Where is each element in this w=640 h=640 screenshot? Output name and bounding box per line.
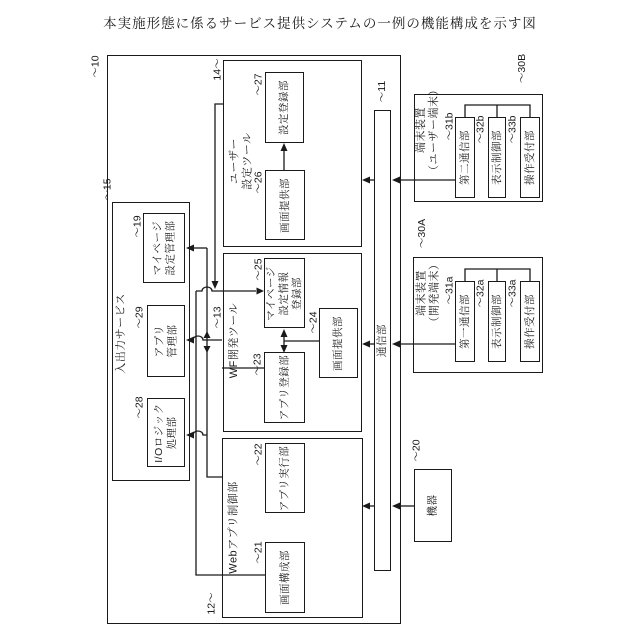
second-comm-label: 第二通信部 bbox=[458, 130, 471, 185]
device-box bbox=[414, 469, 452, 542]
setting-reg-label: 設定登録部 bbox=[278, 80, 290, 135]
app-exec-label: アプリ実行部 bbox=[278, 445, 291, 511]
operation-accept-box-a bbox=[520, 281, 540, 362]
display-ctrl-box-b bbox=[488, 117, 506, 198]
app-mgr-box bbox=[147, 305, 185, 377]
app-exec-box bbox=[265, 443, 305, 513]
mypage-info-reg-box bbox=[264, 258, 305, 328]
display-ctrl-a-label: 表示制御部 bbox=[490, 294, 503, 349]
first-comm-box bbox=[455, 281, 475, 362]
second-comm-box bbox=[455, 117, 475, 198]
mypage-info-reg-label: マイページ 設定情報 登録部 bbox=[265, 265, 303, 321]
screen-conf-box bbox=[265, 542, 305, 613]
screen-provider-24-label: 画面提供部 bbox=[332, 315, 344, 371]
wf-tool-title: WF開発ツール bbox=[228, 302, 241, 378]
screen-conf-label: 画面構成部 bbox=[278, 550, 291, 605]
user-terminal-title: 端末装置 （ユーザー端末） bbox=[415, 84, 440, 176]
operation-accept-a-label: 操作受付部 bbox=[523, 294, 536, 349]
mypage-setting-mgr-label: マイページ 設定管理部 bbox=[151, 220, 176, 276]
operation-accept-b-label: 操作受付部 bbox=[523, 130, 536, 185]
app-reg-label: アプリ登録部 bbox=[278, 354, 290, 421]
display-ctrl-box-a bbox=[488, 281, 506, 362]
io-service-title: 入出力サービス bbox=[114, 292, 127, 374]
dev-terminal-title: 端末装置 （開発端末） bbox=[415, 258, 440, 328]
first-comm-label: 第一通信部 bbox=[458, 294, 471, 349]
setting-reg-box bbox=[265, 72, 304, 143]
display-ctrl-b-label: 表示制御部 bbox=[490, 130, 503, 185]
figure-title: 本実施形態に係るサービス提供システムの一例の機能構成を示す図 bbox=[103, 16, 537, 31]
device-label: 機器 bbox=[426, 494, 439, 517]
screen-provider-box-26 bbox=[265, 170, 305, 240]
screen-provider-26-label: 画面提供部 bbox=[278, 177, 291, 233]
patent-figure-page: 本実施形態に係るサービス提供システムの一例の機能構成を示す図 通信部 機器 マイページ 設定管理部 アプリ 管理部 I/Oロジック 処理部 設定登録部 画面提供部 マイページ 設定情報 登録部 画面提供部 アプリ登録部 アプリ実行部 画面構成部 第二通信部 表示制御部 操作受付部 第一通信部 表示制御部 操作受付部 入出力サービス ユーザー 設定ツール WF開発ツール Webアプリ制御部 端末装置 （ユーザー端末） 端末装置 （開発端末） 〜10 〜11 〜15 14〜 〜13 12〜 〜27 〜26 〜19 〜25 〜24 〜23 〜29 〜28 〜22 〜21 〜20 〜30B 〜30A 〜31b 〜32b 〜33b 〜31a 〜32a 〜33a bbox=[0, 0, 640, 640]
comm-unit-label: 通信部 bbox=[376, 324, 388, 357]
app-reg-box bbox=[264, 352, 305, 423]
mypage-setting-mgr-box bbox=[143, 213, 185, 283]
io-logic-label: I/Oロジック 処理部 bbox=[153, 402, 179, 463]
io-logic-box bbox=[147, 398, 185, 467]
operation-accept-box-b bbox=[520, 117, 540, 198]
user-tool-title: ユーザー 設定ツール bbox=[229, 132, 254, 190]
comm-unit-box bbox=[374, 110, 391, 571]
screen-provider-box-24 bbox=[319, 308, 358, 378]
web-ctrl-title: Webアプリ制御部 bbox=[227, 480, 240, 574]
app-mgr-label: アプリ 管理部 bbox=[153, 324, 178, 358]
